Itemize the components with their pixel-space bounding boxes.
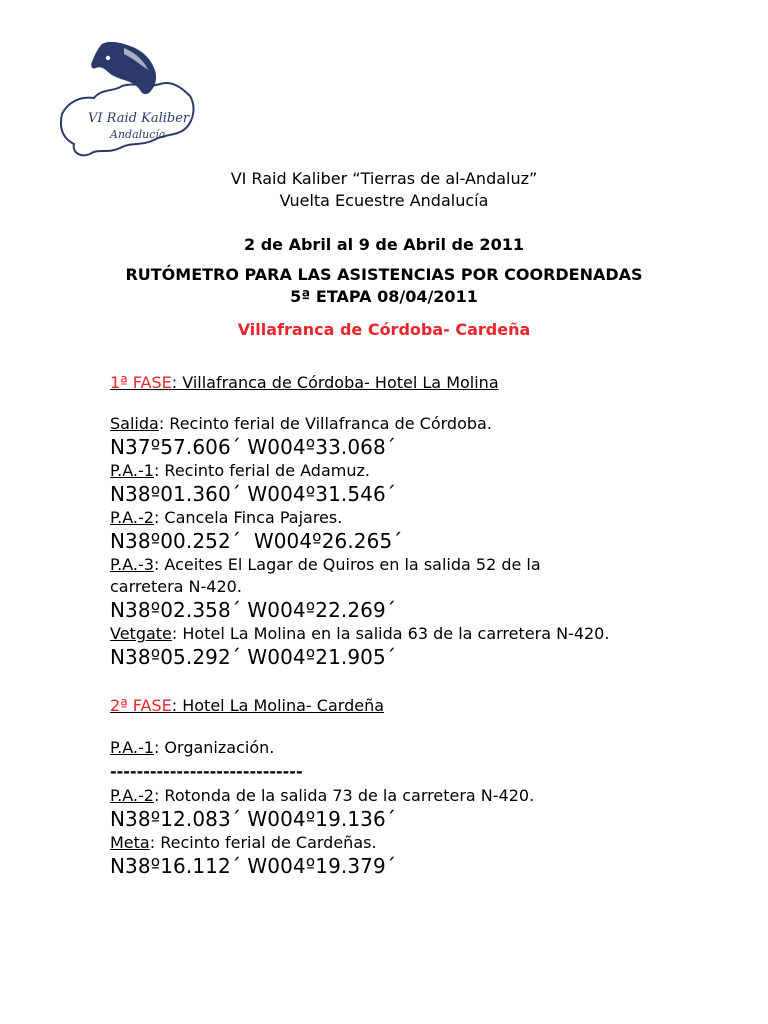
item-label: P.A.-3: [110, 555, 154, 574]
item-label: P.A.-1: [110, 738, 154, 757]
fase1-label: 1ª FASE: [110, 373, 172, 392]
fase1-items: [110, 413, 670, 670]
logo-text-line1: VI Raid Kaliber: [88, 111, 190, 126]
header-subtitle: Vuelta Ecuestre Andalucía: [279, 191, 489, 210]
route-title: Villafranca de Córdoba- Cardeña: [237, 320, 531, 339]
item-label: P.A.-1: [110, 461, 154, 480]
fase1-item-pa3: [110, 554, 610, 598]
item-text: : Recinto ferial de Villafranca de Córdoba.: [158, 414, 492, 433]
event-dates: 2 de Abril al 9 de Abril de 2011: [244, 235, 524, 254]
logo-text-line2: Andalucía: [110, 128, 166, 141]
rutometro-title: RUTÓMETRO PARA LAS ASISTENCIAS POR COORDENADAS: [125, 265, 643, 284]
route-block: [0, 319, 768, 341]
fase2-title: : Hotel La Molina- Cardeña: [171, 696, 385, 715]
fase2-item-meta: [110, 832, 670, 854]
fase1-heading: [110, 372, 670, 394]
header-title: VI Raid Kaliber “Tierras de al-Andaluz”: [230, 169, 538, 188]
item-text: : Aceites El Lagar de Quiros en la salida 52 de la carretera N-420.: [110, 555, 541, 596]
etapa-title: 5ª ETAPA 08/04/2011: [290, 287, 478, 306]
fase1-title: : Villafranca de Córdoba- Hotel La Molina: [171, 373, 499, 392]
item-label: Meta: [110, 833, 150, 852]
item-text: : Recinto ferial de Cardeñas.: [149, 833, 377, 852]
logo-horse-map-icon: [50, 36, 202, 164]
fase2-heading: [110, 695, 670, 717]
dates-block: [0, 234, 768, 256]
item-text: : Organización.: [153, 738, 275, 757]
fase2-item-pa2: [110, 785, 670, 807]
fase1-item-vetgate: [110, 623, 670, 645]
item-text: : Recinto ferial de Adamuz.: [153, 461, 370, 480]
logo: [50, 36, 202, 164]
fase1-item-salida-coords: N37º57.606´ W004º33.068´: [110, 435, 396, 459]
fase1-item-salida: [110, 413, 670, 435]
fase1-item-pa3-coords: N38º02.358´ W004º22.269´: [110, 598, 396, 622]
fase2-item-pa1: [110, 737, 670, 759]
fase2-label: 2ª FASE: [110, 696, 172, 715]
fase2-item-meta-coords: N38º16.112´ W004º19.379´: [110, 854, 396, 878]
dashed-separator: -----------------------------: [110, 762, 303, 781]
item-label: P.A.-2: [110, 786, 154, 805]
fase1-item-vetgate-coords: N38º05.292´ W004º21.905´: [110, 645, 396, 669]
item-label: P.A.-2: [110, 508, 154, 527]
fase1-item-pa2: [110, 507, 670, 529]
fase1-item-pa1: [110, 460, 670, 482]
fase2-block: [110, 695, 670, 717]
item-text: : Hotel La Molina en la salida 63 de la carretera N-420.: [171, 624, 610, 643]
item-label: Salida: [110, 414, 159, 433]
rutometro-block: [0, 264, 768, 308]
fase1-block: [110, 372, 670, 394]
fase2-items: [110, 737, 670, 879]
item-text: : Cancela Finca Pajares.: [153, 508, 343, 527]
header-block: [0, 168, 768, 212]
item-label: Vetgate: [110, 624, 172, 643]
fase1-item-pa2-coords: N38º00.252´ W004º26.265´: [110, 529, 403, 553]
fase1-item-pa1-coords: N38º01.360´ W004º31.546´: [110, 482, 396, 506]
item-text: : Rotonda de la salida 73 de la carretera N-420.: [153, 786, 535, 805]
fase2-item-pa2-coords: N38º12.083´ W004º19.136´: [110, 807, 396, 831]
